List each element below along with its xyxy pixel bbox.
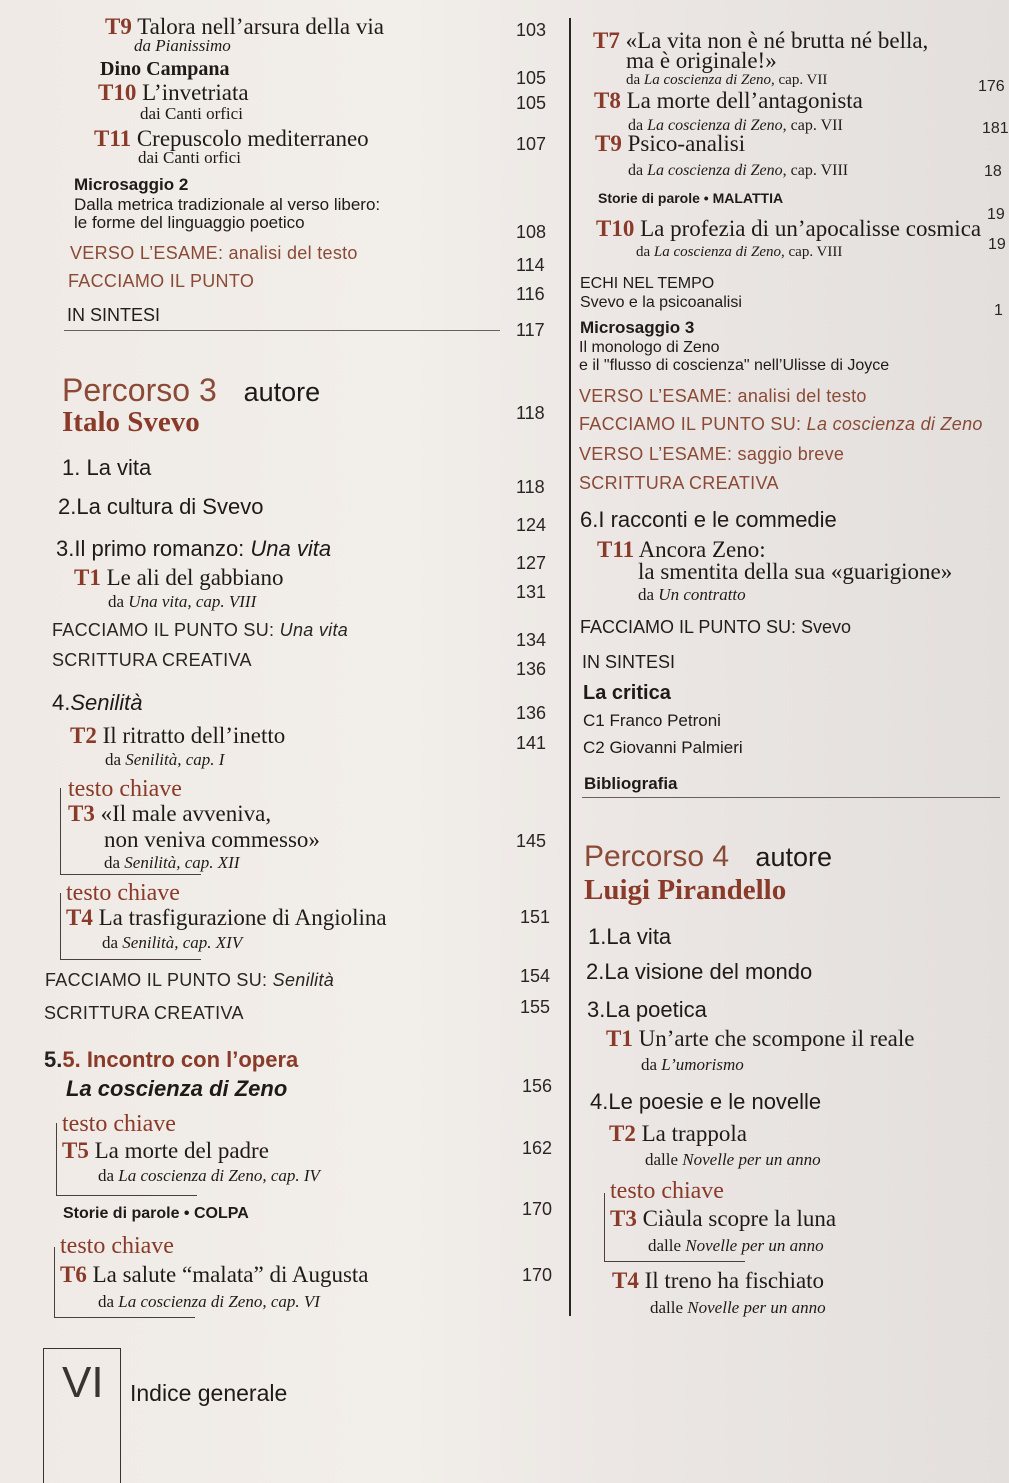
testo-chiave-label: testo chiave [62, 1111, 176, 1137]
section-racconti[interactable]: 6.I racconti e le commedie [580, 507, 837, 532]
toc-entry-t1-pirandello[interactable]: T1 Un’arte che scompone il reale [606, 1026, 915, 1051]
entry-source: da La coscienza di Zeno, cap. VIII [636, 244, 843, 260]
page-number: 118 [516, 403, 545, 423]
page-number: 170 [522, 1265, 553, 1285]
entry-source: da Una vita, cap. VIII [108, 592, 257, 611]
author-title: Italo Svevo [62, 406, 200, 438]
toc-entry-t10[interactable]: T10 La profezia di un’apocalisse cosmica [596, 216, 982, 241]
page-number: 181 [982, 120, 1009, 137]
entry-source: da La coscienza di Zeno, cap. VII [626, 72, 828, 88]
microsaggio-line: le forme del linguaggio poetico [74, 213, 305, 232]
toc-entry-t2-pirandello[interactable]: T2 La trappola [609, 1121, 747, 1146]
entry-title: L’invetriata [142, 80, 249, 105]
page-number: 114 [516, 255, 545, 275]
page-number: 155 [520, 997, 551, 1017]
testo-chiave-label: testo chiave [66, 880, 180, 906]
echi-nel-tempo[interactable]: ECHI NEL TEMPO [580, 275, 715, 292]
microsaggio-line: e il "flusso di coscienza" nell’Ulisse di Joyce [579, 357, 890, 374]
critica-heading: La critica [583, 682, 671, 704]
verso-esame-saggio[interactable]: VERSO L’ESAME: saggio breve [579, 444, 845, 464]
percorso-heading: Percorso 4 autore [584, 840, 832, 873]
facciamo-punto-coscienza[interactable]: FACCIAMO IL PUNTO SU: La coscienza di Zeno [579, 414, 983, 434]
toc-entry-t9[interactable]: T9 Psico-analisi [595, 131, 746, 156]
page-number: 107 [516, 134, 547, 154]
entry-source: da La coscienza di Zeno, cap. IV [98, 1166, 320, 1185]
column-divider [569, 18, 571, 1316]
entry-source: da L’umorismo [641, 1055, 744, 1074]
testo-chiave-label: testo chiave [60, 1233, 174, 1259]
bibliografia-link[interactable]: Bibliografia [584, 774, 678, 793]
page-number: 108 [516, 222, 547, 242]
storie-di-parole-malattia[interactable]: Storie di parole • MALATTIA [598, 190, 784, 206]
toc-entry-t6[interactable]: T6 La salute “malata” di Augusta [60, 1262, 369, 1287]
toc-entry-t8[interactable]: T8 La morte dell’antagonista [594, 88, 863, 113]
entry-source: da La coscienza di Zeno, cap. VI [98, 1292, 320, 1311]
microsaggio-title: Microsaggio 3 [580, 318, 695, 337]
in-sintesi-link[interactable]: IN SINTESI [67, 305, 161, 325]
critica-entry[interactable]: C2 Giovanni Palmieri [583, 738, 743, 757]
entry-title: Crepuscolo mediterraneo [136, 126, 369, 151]
section-primo-romanzo[interactable]: 3.Il primo romanzo: Una vita [56, 536, 332, 561]
entry-source: dalle Novelle per un anno [650, 1298, 826, 1317]
page-number: 145 [516, 831, 547, 851]
divider [64, 330, 500, 331]
page-number: 19 [988, 236, 1006, 253]
facciamo-punto-senilita[interactable]: FACCIAMO IL PUNTO SU: Senilità [45, 970, 335, 990]
author-title: Luigi Pirandello [584, 874, 787, 906]
divider [582, 797, 1000, 798]
facciamo-punto-link[interactable]: FACCIAMO IL PUNTO [68, 271, 255, 291]
page-number: 18 [984, 163, 1002, 180]
page-number: 136 [516, 703, 547, 723]
page-number: 151 [520, 907, 551, 927]
facciamo-punto-una-vita[interactable]: FACCIAMO IL PUNTO SU: Una vita [52, 620, 349, 640]
percorso-heading: Percorso 3 autore [62, 372, 321, 408]
toc-entry-t1[interactable]: T1 Le ali del gabbiano [74, 565, 284, 590]
facciamo-punto-svevo[interactable]: FACCIAMO IL PUNTO SU: Svevo [580, 617, 852, 637]
page-number: 136 [516, 659, 547, 679]
toc-entry-t11[interactable]: T11 Ancora Zeno: [597, 537, 766, 562]
toc-entry-t7[interactable]: T7 «La vita non è né brutta né bella, [593, 28, 929, 53]
page-roman-numeral: VI [62, 1358, 104, 1407]
entry-source: dai Canti orfici [138, 148, 241, 167]
author-heading: Dino Campana [100, 58, 230, 80]
scrittura-creativa-link[interactable]: SCRITTURA CREATIVA [44, 1003, 244, 1023]
toc-entry-t3[interactable]: T3 «Il male avveniva, [68, 801, 272, 826]
entry-title: Talora nell’arsura della via [137, 14, 384, 39]
entry-source: da Pianissimo [134, 36, 231, 55]
entry-title-line2: non veniva commesso» [104, 827, 320, 852]
in-sintesi-link[interactable]: IN SINTESI [582, 652, 676, 672]
entry-title-line2: la smentita della sua «guarigione» [638, 559, 953, 584]
microsaggio-title: Microsaggio 2 [74, 175, 189, 194]
page-number: 116 [516, 284, 545, 304]
page-number: 134 [516, 630, 547, 650]
entry-title-line2: ma è originale!» [626, 48, 777, 73]
toc-entry-t5[interactable]: T5 La morte del padre [62, 1138, 269, 1163]
page-number: 156 [522, 1076, 553, 1096]
opera-title: La coscienza di Zeno [66, 1076, 288, 1101]
entry-source: dai Canti orfici [140, 104, 243, 123]
entry-source: da Un contratto [638, 585, 746, 604]
page-number: 141 [516, 733, 547, 753]
page-number: 170 [522, 1199, 553, 1219]
toc-entry-t3-pirandello[interactable]: T3 Ciàula scopre la luna [610, 1206, 837, 1231]
section-la-vita[interactable]: 1.La vita [588, 924, 672, 949]
entry-source: dalle Novelle per un anno [645, 1150, 821, 1169]
text-number: T10 [98, 80, 137, 105]
page-number: 176 [978, 78, 1005, 95]
entry-source: da Senilità, cap. XIV [102, 933, 243, 952]
page-number: 162 [522, 1138, 553, 1158]
toc-entry-t4[interactable]: T4 La trasfigurazione di Angiolina [66, 905, 387, 930]
section-cultura[interactable]: 2.La cultura di Svevo [58, 494, 264, 519]
page-number: 105 [516, 68, 547, 88]
text-number: T9 [105, 14, 132, 39]
section-senilita[interactable]: 4.Senilità [52, 690, 143, 715]
echi-subtitle: Svevo e la psicoanalisi [580, 294, 742, 311]
section-incontro-opera[interactable]: 5.5. Incontro con l’opera [44, 1047, 299, 1072]
storie-di-parole-colpa[interactable]: Storie di parole • COLPA [63, 1205, 249, 1222]
testo-chiave-label: testo chiave [610, 1178, 724, 1204]
section-la-vita[interactable]: 1. La vita [62, 455, 152, 480]
footer-label: Indice generale [130, 1380, 288, 1406]
entry-source: da Senilità, cap. XII [104, 853, 240, 872]
section-visione-mondo[interactable]: 2.La visione del mondo [586, 959, 813, 984]
page-number: 19 [987, 206, 1005, 223]
page-number: 118 [516, 477, 545, 497]
verso-esame-link[interactable]: VERSO L’ESAME: analisi del testo [70, 243, 358, 263]
section-poetica[interactable]: 3.La poetica [587, 997, 707, 1022]
page-number: 1 [994, 302, 1003, 319]
page-number: 127 [516, 553, 547, 573]
toc-entry-t4-pirandello[interactable]: T4 Il treno ha fischiato [612, 1268, 825, 1293]
microsaggio-line: Il monologo di Zeno [579, 339, 720, 356]
scrittura-creativa-link[interactable]: SCRITTURA CREATIVA [579, 473, 779, 493]
microsaggio-line: Dalla metrica tradizionale al verso libero: [74, 195, 381, 214]
critica-entry[interactable]: C1 Franco Petroni [583, 711, 721, 730]
page-number: 117 [516, 320, 545, 340]
entry-source: da La coscienza di Zeno, cap. VIII [628, 162, 849, 179]
text-number: T11 [94, 126, 132, 151]
section-poesie-novelle[interactable]: 4.Le poesie e le novelle [590, 1089, 822, 1114]
entry-source: da La coscienza di Zeno, cap. VII [628, 117, 843, 134]
entry-source: dalle Novelle per un anno [648, 1236, 824, 1255]
page-number: 124 [516, 515, 547, 535]
scrittura-creativa-link[interactable]: SCRITTURA CREATIVA [52, 650, 252, 670]
verso-esame-link[interactable]: VERSO L’ESAME: analisi del testo [579, 386, 867, 406]
page-number: 154 [520, 966, 551, 986]
page-number: 105 [516, 93, 547, 113]
testo-chiave-label: testo chiave [68, 776, 182, 802]
toc-entry-t2[interactable]: T2 Il ritratto dell’inetto [70, 723, 286, 748]
entry-source: da Senilità, cap. I [105, 750, 225, 769]
toc-entry-t10-campana[interactable] [98, 80, 249, 106]
page-number: 103 [516, 20, 547, 40]
page-number: 131 [516, 582, 547, 602]
